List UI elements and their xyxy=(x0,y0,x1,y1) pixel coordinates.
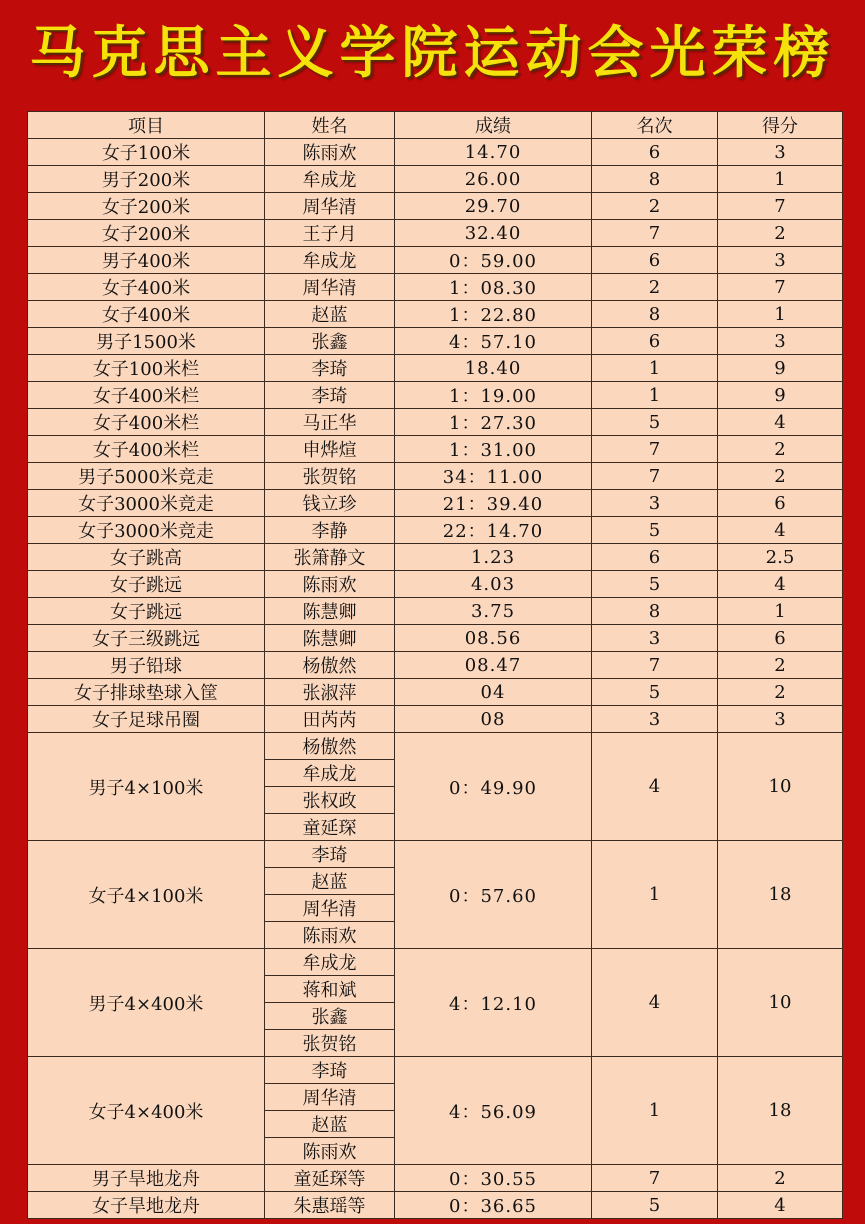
rank-cell: 1 xyxy=(592,355,718,382)
table-row xyxy=(28,625,843,652)
header-rank: 名次 xyxy=(592,112,718,139)
score-cell: 7 xyxy=(718,193,843,220)
score-cell: 2 xyxy=(718,220,843,247)
header-score: 得分 xyxy=(718,112,843,139)
result-cell: 0：57.60 xyxy=(395,841,592,949)
result-cell: 08.47 xyxy=(395,652,592,679)
table-row xyxy=(28,463,843,490)
table-row xyxy=(28,679,843,706)
rank-cell: 3 xyxy=(592,706,718,733)
table-row xyxy=(28,733,843,760)
athlete-name-cell: 张箫静文 xyxy=(265,544,395,571)
event-cell: 女子400米栏 xyxy=(28,409,265,436)
athlete-name-cell: 童延琛等 xyxy=(265,1165,395,1192)
table-row xyxy=(28,355,843,382)
rank-cell: 1 xyxy=(592,382,718,409)
score-cell: 9 xyxy=(718,355,843,382)
table-row xyxy=(28,652,843,679)
event-cell: 女子200米 xyxy=(28,193,265,220)
event-cell: 女子三级跳远 xyxy=(28,625,265,652)
result-cell: 1：19.00 xyxy=(395,382,592,409)
event-cell: 男子400米 xyxy=(28,247,265,274)
table-row xyxy=(28,409,843,436)
event-cell: 女子400米栏 xyxy=(28,436,265,463)
rank-cell: 5 xyxy=(592,1192,718,1219)
table-row xyxy=(28,274,843,301)
result-cell: 04 xyxy=(395,679,592,706)
table-row xyxy=(28,220,843,247)
relay-member-cell: 李琦 xyxy=(265,1057,395,1084)
table-row xyxy=(28,706,843,733)
poster-title: 马克思主义学院运动会光荣榜 xyxy=(29,21,836,86)
event-cell: 女子400米 xyxy=(28,274,265,301)
rank-cell: 6 xyxy=(592,247,718,274)
score-cell: 18 xyxy=(718,841,843,949)
event-cell: 男子5000米竞走 xyxy=(28,463,265,490)
score-cell: 2 xyxy=(718,652,843,679)
rank-cell: 2 xyxy=(592,193,718,220)
relay-member-cell: 杨傲然 xyxy=(265,733,395,760)
athlete-name-cell: 陈雨欢 xyxy=(265,139,395,166)
score-cell: 4 xyxy=(718,571,843,598)
result-cell: 0：36.65 xyxy=(395,1192,592,1219)
result-cell: 08 xyxy=(395,706,592,733)
header-row xyxy=(28,112,843,139)
athlete-name-cell: 陈慧卿 xyxy=(265,598,395,625)
score-cell: 3 xyxy=(718,328,843,355)
rank-cell: 5 xyxy=(592,679,718,706)
table-row xyxy=(28,1057,843,1084)
event-cell: 女子100米 xyxy=(28,139,265,166)
relay-event-cell: 女子4×100米 xyxy=(28,841,265,949)
score-cell: 18 xyxy=(718,1057,843,1165)
relay-member-cell: 张鑫 xyxy=(265,1003,395,1030)
rank-cell: 8 xyxy=(592,166,718,193)
athlete-name-cell: 陈慧卿 xyxy=(265,625,395,652)
result-cell: 3.75 xyxy=(395,598,592,625)
score-cell: 4 xyxy=(718,1192,843,1219)
rank-cell: 3 xyxy=(592,490,718,517)
score-cell: 6 xyxy=(718,490,843,517)
results-body xyxy=(28,139,843,1219)
result-cell: 4：12.10 xyxy=(395,949,592,1057)
score-cell: 6 xyxy=(718,625,843,652)
athlete-name-cell: 马正华 xyxy=(265,409,395,436)
athlete-name-cell: 朱惠瑶等 xyxy=(265,1192,395,1219)
event-cell: 女子排球垫球入筐 xyxy=(28,679,265,706)
event-cell: 女子跳高 xyxy=(28,544,265,571)
athlete-name-cell: 周华清 xyxy=(265,193,395,220)
table-row xyxy=(28,328,843,355)
event-cell: 女子100米栏 xyxy=(28,355,265,382)
table-row xyxy=(28,1192,843,1219)
relay-member-cell: 蒋和斌 xyxy=(265,976,395,1003)
table-row xyxy=(28,382,843,409)
rank-cell: 5 xyxy=(592,517,718,544)
score-cell: 1 xyxy=(718,598,843,625)
result-cell: 4.03 xyxy=(395,571,592,598)
athlete-name-cell: 陈雨欢 xyxy=(265,571,395,598)
table-row xyxy=(28,301,843,328)
score-cell: 2 xyxy=(718,1165,843,1192)
rank-cell: 5 xyxy=(592,409,718,436)
result-cell: 4：57.10 xyxy=(395,328,592,355)
relay-member-cell: 童延琛 xyxy=(265,814,395,841)
score-cell: 3 xyxy=(718,706,843,733)
result-cell: 1：08.30 xyxy=(395,274,592,301)
rank-cell: 6 xyxy=(592,544,718,571)
result-cell: 14.70 xyxy=(395,139,592,166)
table-row xyxy=(28,139,843,166)
athlete-name-cell: 张鑫 xyxy=(265,328,395,355)
result-cell: 1：22.80 xyxy=(395,301,592,328)
relay-event-cell: 男子4×400米 xyxy=(28,949,265,1057)
event-cell: 女子足球吊圈 xyxy=(28,706,265,733)
result-cell: 22：14.70 xyxy=(395,517,592,544)
score-cell: 2.5 xyxy=(718,544,843,571)
score-cell: 10 xyxy=(718,949,843,1057)
relay-member-cell: 陈雨欢 xyxy=(265,922,395,949)
relay-member-cell: 赵蓝 xyxy=(265,1111,395,1138)
header-name: 姓名 xyxy=(265,112,395,139)
relay-member-cell: 李琦 xyxy=(265,841,395,868)
result-cell: 0：49.90 xyxy=(395,733,592,841)
score-cell: 4 xyxy=(718,409,843,436)
rank-cell: 7 xyxy=(592,1165,718,1192)
score-cell: 2 xyxy=(718,463,843,490)
rank-cell: 8 xyxy=(592,598,718,625)
result-cell: 26.00 xyxy=(395,166,592,193)
rank-cell: 4 xyxy=(592,733,718,841)
score-cell: 3 xyxy=(718,247,843,274)
rank-cell: 3 xyxy=(592,625,718,652)
rank-cell: 6 xyxy=(592,139,718,166)
athlete-name-cell: 牟成龙 xyxy=(265,166,395,193)
score-cell: 1 xyxy=(718,301,843,328)
relay-member-cell: 牟成龙 xyxy=(265,949,395,976)
event-cell: 女子3000米竞走 xyxy=(28,517,265,544)
event-cell: 女子跳远 xyxy=(28,571,265,598)
table-row xyxy=(28,544,843,571)
relay-member-cell: 牟成龙 xyxy=(265,760,395,787)
header-event: 项目 xyxy=(28,112,265,139)
event-cell: 男子200米 xyxy=(28,166,265,193)
result-cell: 21：39.40 xyxy=(395,490,592,517)
athlete-name-cell: 钱立珍 xyxy=(265,490,395,517)
result-cell: 1：27.30 xyxy=(395,409,592,436)
result-cell: 1.23 xyxy=(395,544,592,571)
rank-cell: 5 xyxy=(592,571,718,598)
event-cell: 女子400米 xyxy=(28,301,265,328)
score-cell: 10 xyxy=(718,733,843,841)
rank-cell: 7 xyxy=(592,652,718,679)
table-row xyxy=(28,571,843,598)
relay-member-cell: 张贺铭 xyxy=(265,1030,395,1057)
table-row xyxy=(28,166,843,193)
relay-event-cell: 男子4×100米 xyxy=(28,733,265,841)
result-cell: 34：11.00 xyxy=(395,463,592,490)
rank-cell: 8 xyxy=(592,301,718,328)
score-cell: 2 xyxy=(718,679,843,706)
table-row xyxy=(28,193,843,220)
event-cell: 男子铅球 xyxy=(28,652,265,679)
result-cell: 08.56 xyxy=(395,625,592,652)
rank-cell: 1 xyxy=(592,1057,718,1165)
event-cell: 女子旱地龙舟 xyxy=(28,1192,265,1219)
result-cell: 18.40 xyxy=(395,355,592,382)
athlete-name-cell: 周华清 xyxy=(265,274,395,301)
athlete-name-cell: 李琦 xyxy=(265,382,395,409)
score-cell: 2 xyxy=(718,436,843,463)
rank-cell: 6 xyxy=(592,328,718,355)
result-cell: 32.40 xyxy=(395,220,592,247)
result-cell: 0：59.00 xyxy=(395,247,592,274)
athlete-name-cell: 张淑萍 xyxy=(265,679,395,706)
rank-cell: 2 xyxy=(592,274,718,301)
athlete-name-cell: 张贺铭 xyxy=(265,463,395,490)
relay-member-cell: 赵蓝 xyxy=(265,868,395,895)
score-cell: 1 xyxy=(718,166,843,193)
athlete-name-cell: 申烨煊 xyxy=(265,436,395,463)
relay-member-cell: 陈雨欢 xyxy=(265,1138,395,1165)
table-row xyxy=(28,247,843,274)
athlete-name-cell: 李琦 xyxy=(265,355,395,382)
result-cell: 0：30.55 xyxy=(395,1165,592,1192)
header-result: 成绩 xyxy=(395,112,592,139)
athlete-name-cell: 杨傲然 xyxy=(265,652,395,679)
relay-event-cell: 女子4×400米 xyxy=(28,1057,265,1165)
event-cell: 女子3000米竞走 xyxy=(28,490,265,517)
result-cell: 4：56.09 xyxy=(395,1057,592,1165)
athlete-name-cell: 王子月 xyxy=(265,220,395,247)
event-cell: 女子200米 xyxy=(28,220,265,247)
score-cell: 4 xyxy=(718,517,843,544)
rank-cell: 7 xyxy=(592,436,718,463)
athlete-name-cell: 赵蓝 xyxy=(265,301,395,328)
rank-cell: 4 xyxy=(592,949,718,1057)
table-row xyxy=(28,517,843,544)
results-table xyxy=(27,111,843,1219)
rank-cell: 7 xyxy=(592,463,718,490)
rank-cell: 1 xyxy=(592,841,718,949)
event-cell: 女子跳远 xyxy=(28,598,265,625)
event-cell: 女子400米栏 xyxy=(28,382,265,409)
relay-member-cell: 周华清 xyxy=(265,895,395,922)
table-row xyxy=(28,1165,843,1192)
score-cell: 9 xyxy=(718,382,843,409)
score-cell: 7 xyxy=(718,274,843,301)
table-row xyxy=(28,490,843,517)
result-cell: 1：31.00 xyxy=(395,436,592,463)
result-cell: 29.70 xyxy=(395,193,592,220)
relay-member-cell: 周华清 xyxy=(265,1084,395,1111)
table-row xyxy=(28,436,843,463)
athlete-name-cell: 牟成龙 xyxy=(265,247,395,274)
rank-cell: 7 xyxy=(592,220,718,247)
table-row xyxy=(28,598,843,625)
athlete-name-cell: 田芮芮 xyxy=(265,706,395,733)
score-cell: 3 xyxy=(718,139,843,166)
athlete-name-cell: 李静 xyxy=(265,517,395,544)
event-cell: 男子旱地龙舟 xyxy=(28,1165,265,1192)
relay-member-cell: 张权政 xyxy=(265,787,395,814)
table-row xyxy=(28,841,843,868)
event-cell: 男子1500米 xyxy=(28,328,265,355)
table-row xyxy=(28,949,843,976)
